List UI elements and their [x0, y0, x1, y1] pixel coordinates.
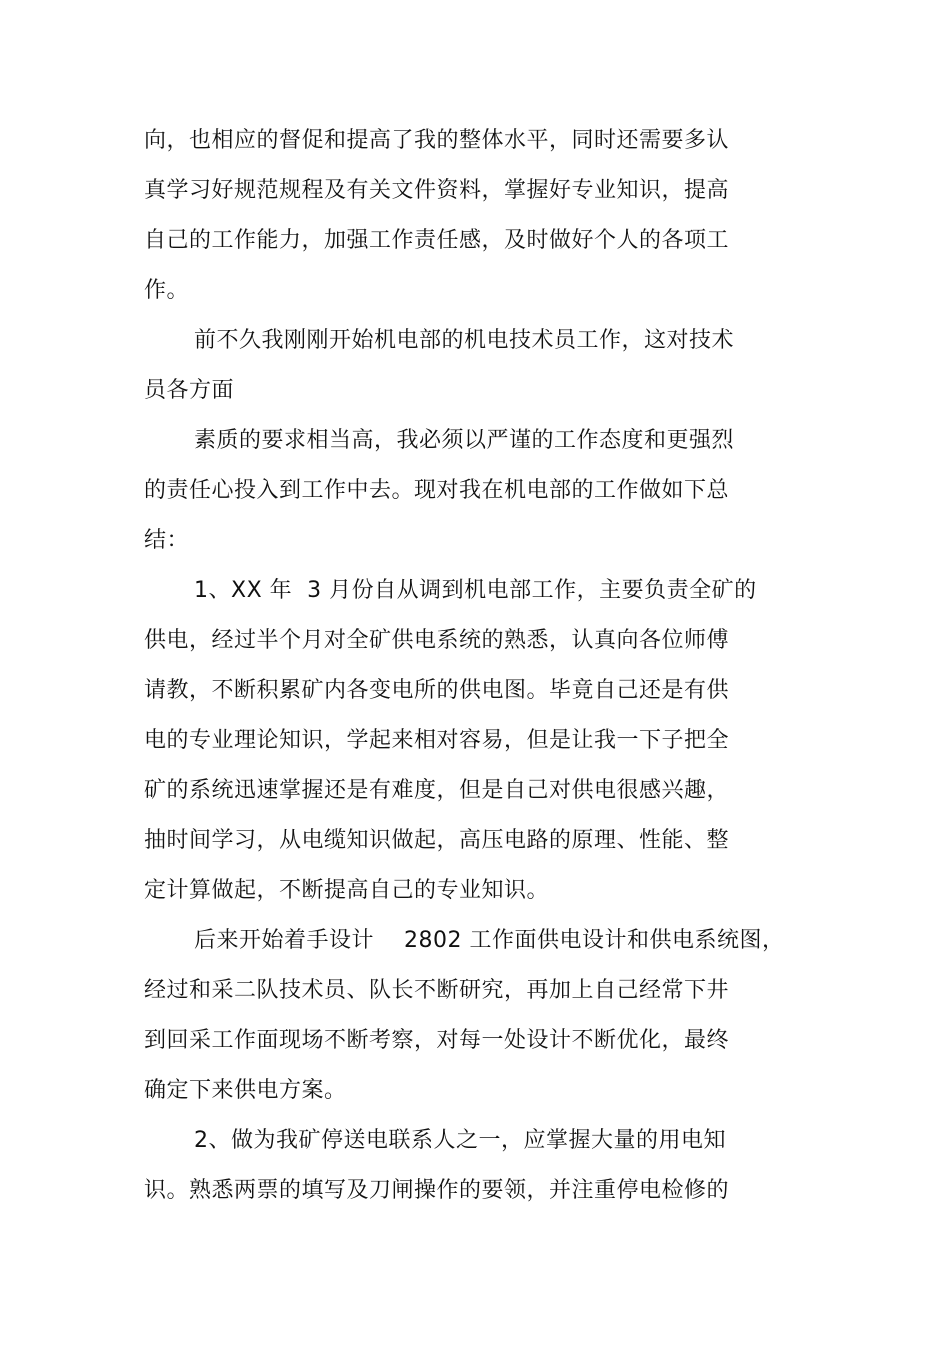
text-line: 自己的工作能力，加强工作责任感，及时做好个人的各项工 [144, 228, 730, 253]
text-line: 员各方面 [144, 378, 235, 403]
text-line: 请教，不断积累矿内各变电所的供电图。毕竟自己还是有供 [144, 678, 730, 703]
text-line: 的责任心投入到工作中去。现对我在机电部的工作做如下总 [144, 478, 730, 503]
text-line: 确定下来供电方案。 [144, 1078, 347, 1103]
paragraph-start-line: 后来开始着手设计 2802 工作面供电设计和供电系统图， [194, 928, 785, 953]
text-line: 抽时间学习，从电缆知识做起，高压电路的原理、性能、整 [144, 828, 730, 853]
text-line: 供电，经过半个月对全矿供电系统的熟悉，认真向各位师傅 [144, 628, 730, 653]
paragraph-start-line: 1、XX 年 3 月份自从调到机电部工作，主要负责全矿的 [194, 578, 757, 603]
text-line: 经过和采二队技术员、队长不断研究，再加上自己经常下井 [144, 978, 730, 1003]
text-line: 到回采工作面现场不断考察，对每一处设计不断优化，最终 [144, 1028, 730, 1053]
text-line: 识。熟悉两票的填写及刀闸操作的要领，并注重停电检修的 [144, 1178, 730, 1203]
paragraph-start-line: 2、做为我矿停送电联系人之一，应掌握大量的用电知 [194, 1128, 726, 1153]
text-line: 结： [144, 528, 190, 553]
paragraph-start-line: 前不久我刚刚开始机电部的机电技术员工作，这对技术 [194, 328, 735, 353]
text-line: 作。 [144, 278, 190, 303]
text-line: 真学习好规范规程及有关文件资料，掌握好专业知识，提高 [144, 178, 730, 203]
text-line: 定计算做起，不断提高自己的专业知识。 [144, 878, 550, 903]
text-line: 向，也相应的督促和提高了我的整体水平，同时还需要多认 [144, 128, 730, 153]
paragraph-start-line: 素质的要求相当高，我必须以严谨的工作态度和更强烈 [194, 428, 735, 453]
text-line: 矿的系统迅速掌握还是有难度，但是自己对供电很感兴趣， [144, 778, 730, 803]
text-line: 电的专业理论知识，学起来相对容易，但是让我一下子把全 [144, 728, 730, 753]
